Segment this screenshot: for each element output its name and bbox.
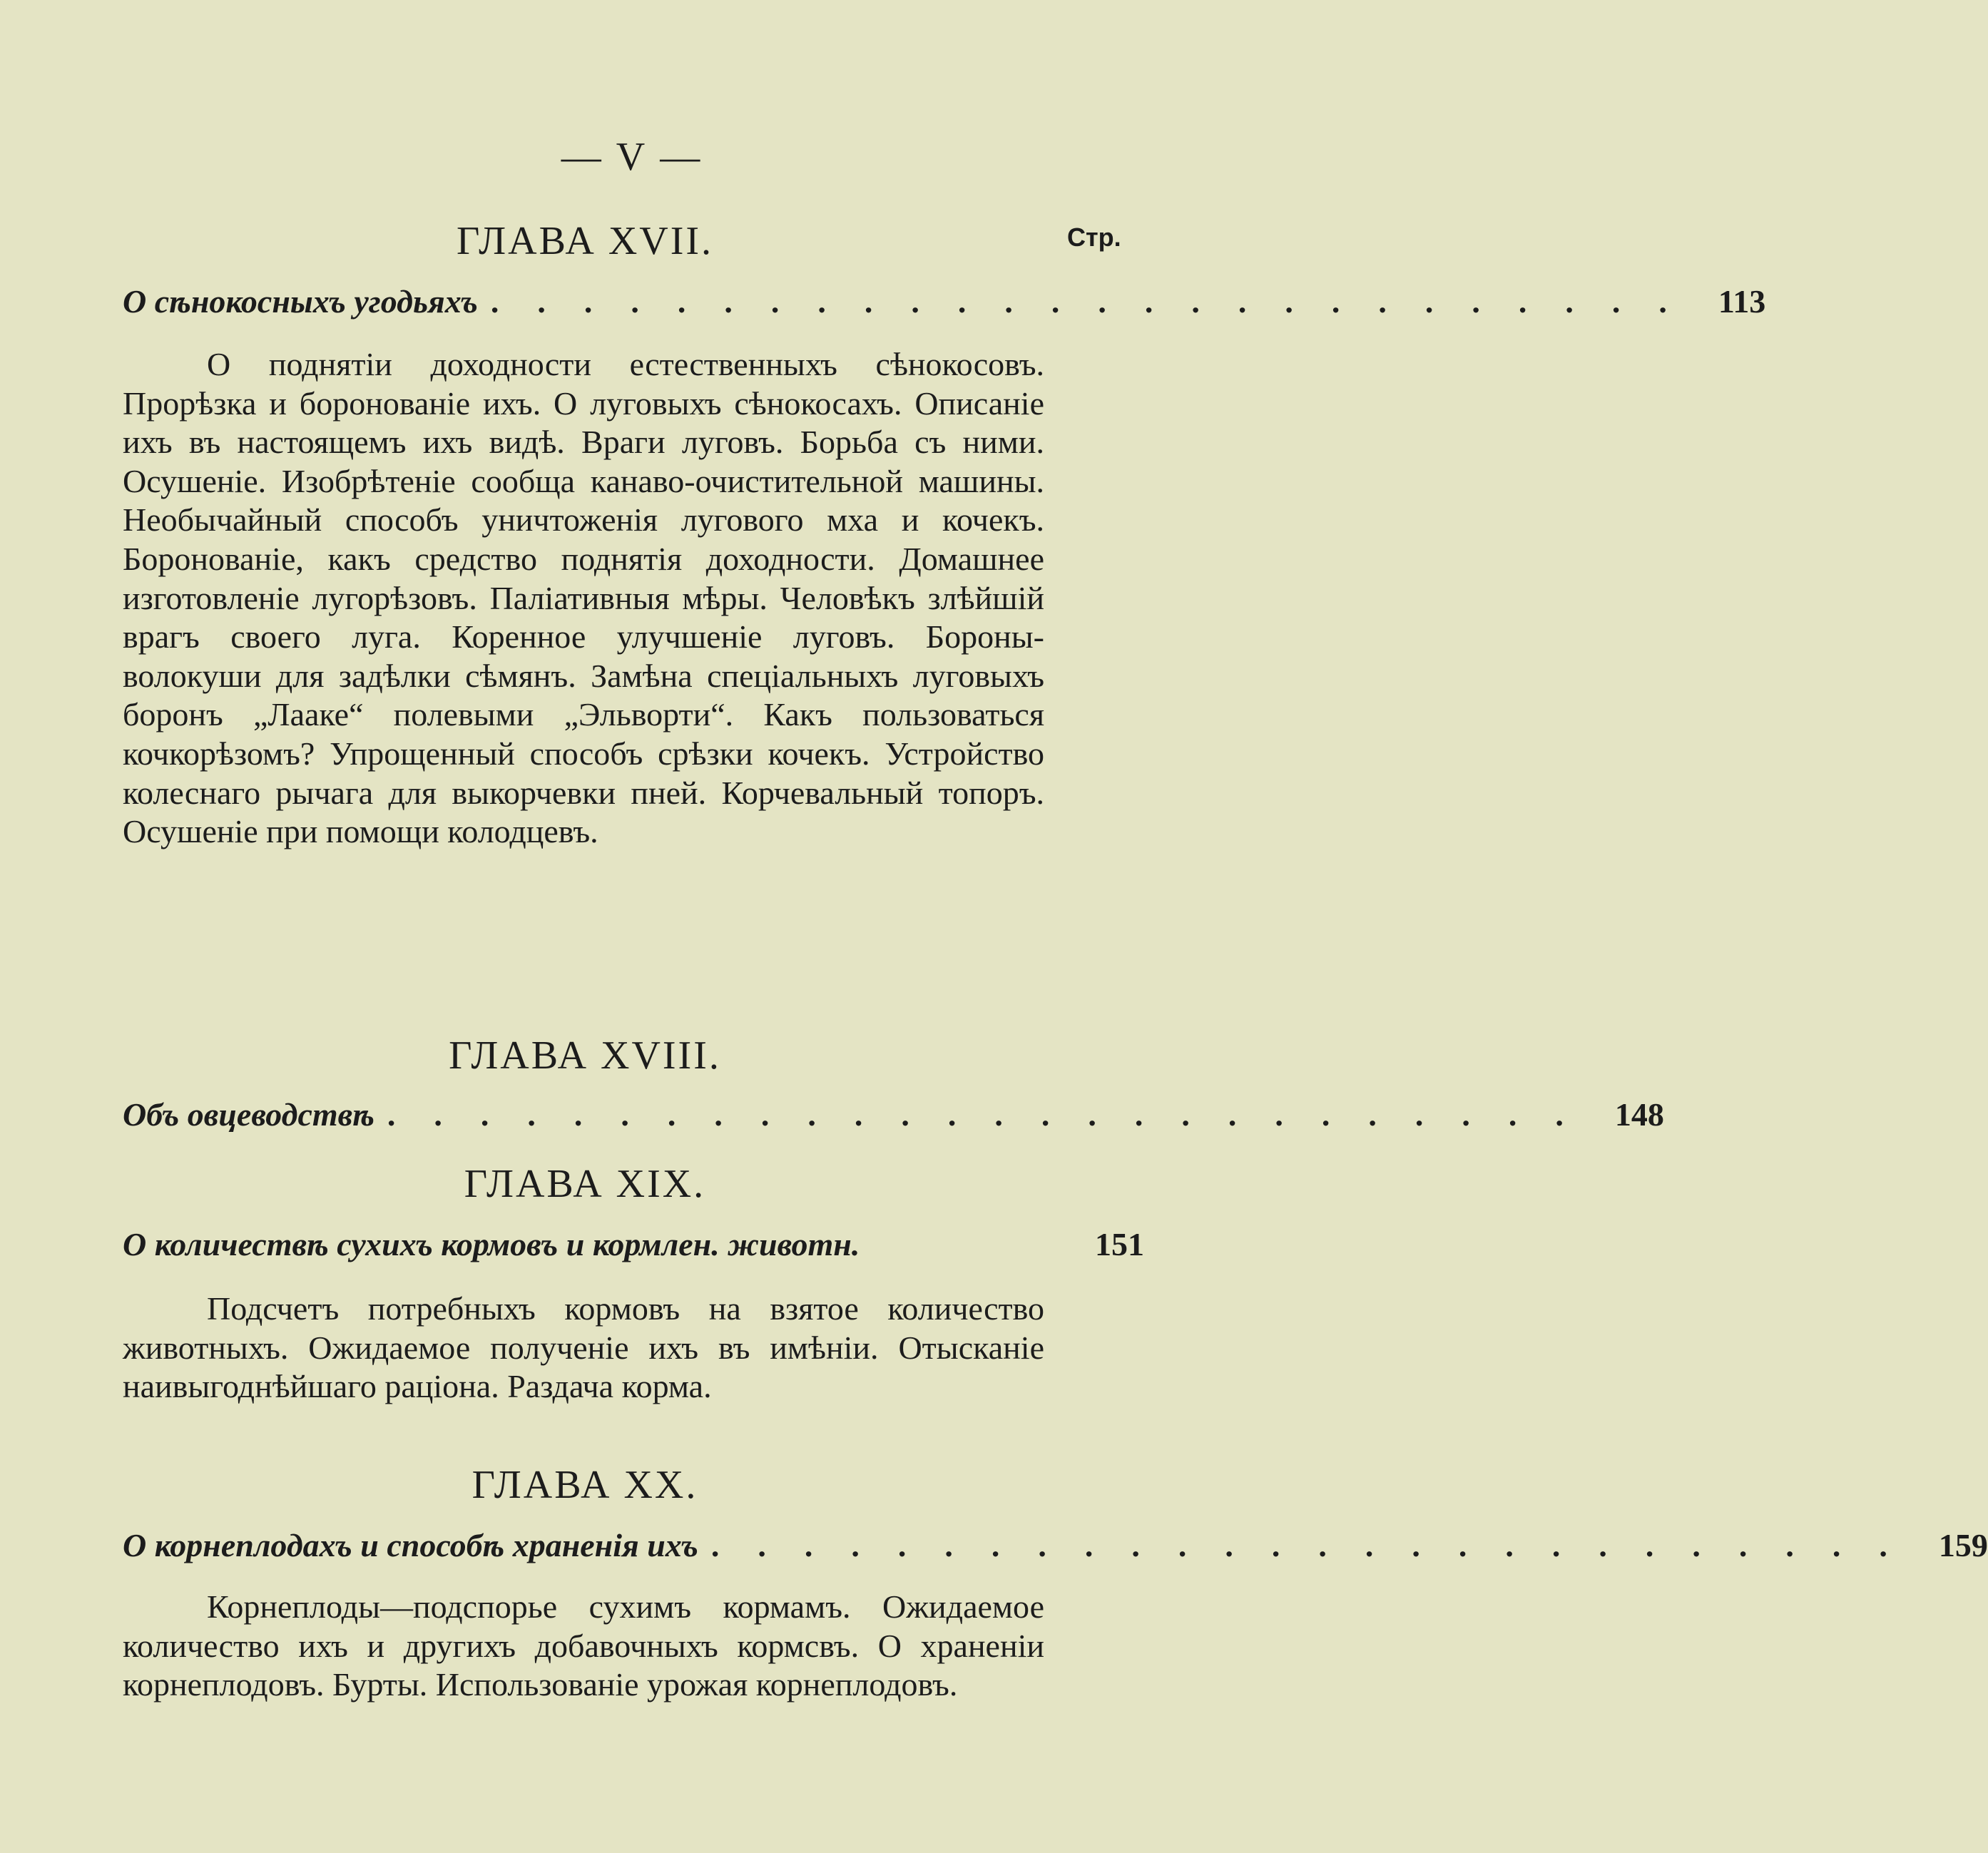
entry-page-number: 151 <box>1095 1226 1144 1262</box>
dot-leader: .......................... <box>387 1096 1602 1133</box>
entry-title: О сѣнокосныхъ угодьяхъ <box>123 283 478 320</box>
chapter-heading: ГЛАВА XX. <box>471 1463 698 1507</box>
chapter-summary: Подсчетъ потребныхъ кормовъ на взятое количество животныхъ. Ожидаемое полученіе ихъ въ имѣніи. Отысканіе наивыгоднѣйшаго раціона. Раздача корма. <box>123 1290 1044 1405</box>
chapter-heading: ГЛАВА XVIII. <box>449 1033 721 1078</box>
entry-page-number: 113 <box>1718 283 1766 320</box>
page-folio: — V — <box>561 135 703 179</box>
toc-entry <box>123 1225 1144 1268</box>
toc-entry <box>123 282 1766 325</box>
toc-entry <box>123 1526 1988 1569</box>
entry-title: Объ овцеводствѣ <box>123 1096 374 1133</box>
entry-page-number: 148 <box>1614 1096 1664 1133</box>
entry-title: О количествѣ сухихъ кормовъ и кормлен. животн. <box>123 1226 860 1262</box>
page-column-label: Стр. <box>1067 223 1121 252</box>
chapter-summary: О поднятіи доходности естественныхъ сѣнокосовъ. Прорѣзка и боронованіе ихъ. О луговыхъ сѣнокосахъ. Описаніе ихъ въ настоящемъ ихъ видѣ. Враги луговъ. Борьба съ ними. Осушеніе. Изобрѣтеніе сообща канаво-очистительной машины. Необычайный способъ уничтоженія лугового мха и кочекъ. Боронованіе, какъ средство поднятія доходности. Домашнее изготовленіе лугорѣзовъ. Паліативныя мѣры. Человѣкъ злѣйшій врагъ своего луга. Коренное улучшеніе луговъ. Бороны-волокуши для задѣлки сѣмянъ. Замѣна спеціальныхъ луговыхъ боронъ „Лааке“ полевыми „Эльворти“. Какъ пользоваться кочкорѣзомъ? Упрощенный способъ срѣзки кочекъ. Устройство колеснаго рычага для выкорчевки пней. Корчевальный топоръ. Осушеніе при помощи колодцевъ. <box>123 346 1044 850</box>
chapter-summary: Корнеплоды—подспорье сухимъ кормамъ. Ожидаемое количество ихъ и другихъ добавочныхъ кормсвъ. О храненіи корнеплодовъ. Бурты. Использованіе урожая корнеплодовъ. <box>123 1588 1044 1703</box>
chapter-heading: ГЛАВА XVII. <box>456 219 714 263</box>
entry-page-number: 159 <box>1938 1527 1988 1563</box>
dot-leader: .......................... <box>490 283 1706 320</box>
entry-title: О корнеплодахъ и способѣ храненія ихъ <box>123 1527 698 1563</box>
toc-entry <box>123 1096 1664 1138</box>
dot-leader: .......................... <box>710 1527 1926 1563</box>
chapter-heading: ГЛАВА XIX. <box>464 1162 706 1206</box>
